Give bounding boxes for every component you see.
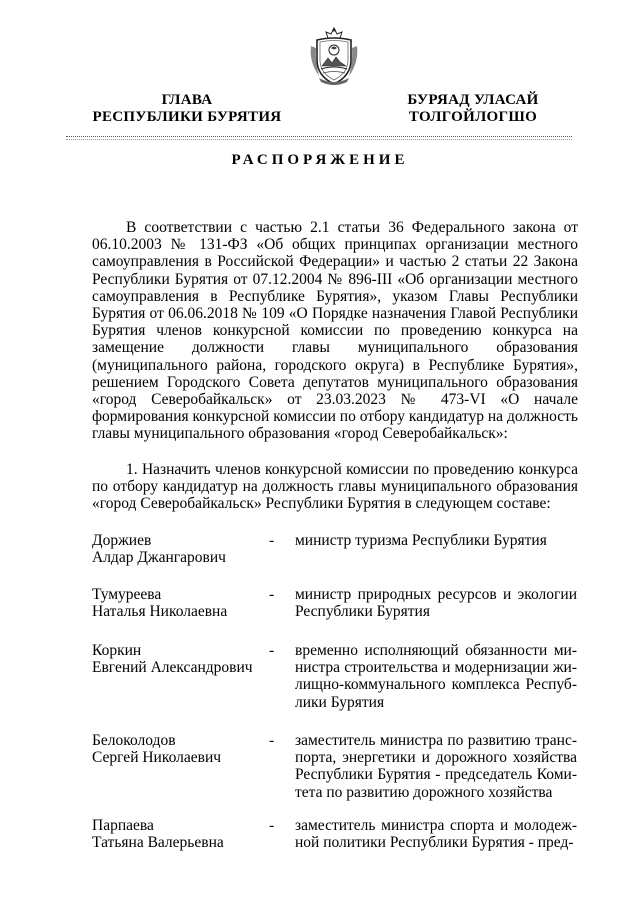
member-dash: - (269, 532, 275, 549)
preamble-paragraph: В соответствии с частью 2.1 статьи 36 Федерального закона от 06.10.2003 № 131-ФЗ «Об общих принципах организации местного самоуправления в Российской Федерации» и частью 2 статьи 22 Закона Республики Бурятия от 07.12.2004 № 896-III «Об организации местного самоуправления в Республике Бурятия», указом Главы Республики Бурятия от 06.06.2018 № 109 «О Порядке назначения Главой Республики Бурятия членов конкурсной комиссии по проведению конкурса на замещение должности главы муниципального образования (муниципального района, городского округа) в Республике Бурятия», решением Городского Совета депутатов муниципального образования «город Северобайкальск» от 23.03.2023 № 473-VI «О начале формирования конкурсной комиссии по отбору кандидатур на должность главы муниципального образования «город Северобайкальск»: (92, 219, 578, 443)
document-title: РАСПОРЯЖЕНИЕ (231, 152, 409, 168)
issuer-title-buryat: БУРЯАД УЛАСАЙ ТОЛГОЙЛОГШО (407, 92, 539, 125)
member-role: временно исполняющий обязанности министра строительства и модернизации жилищно-коммунального комплекса Республики Бурятия (295, 642, 577, 711)
member-role: министр природных ресурсов и экологии Республики Бурятия (295, 586, 577, 621)
member-dash: - (269, 732, 275, 749)
member-name: Парпаева Татьяна Валерьевна (92, 817, 224, 852)
member-role: заместитель министра спорта и молодежной политики Республики Бурятия - пред- (295, 817, 577, 852)
member-dash: - (269, 586, 275, 603)
member-name: Доржиев Алдар Джангарович (92, 532, 226, 567)
member-dash: - (269, 642, 275, 659)
member-name: Белоколодов Сергей Николаевич (92, 732, 222, 767)
header-divider (66, 136, 572, 137)
coat-of-arms-icon (309, 26, 359, 88)
member-name: Тумуреева Наталья Николаевна (92, 586, 228, 621)
issuer-title-russian: ГЛАВА РЕСПУБЛИКИ БУРЯТИЯ (92, 92, 282, 125)
member-role: министр туризма Республики Бурятия (295, 532, 547, 549)
member-role: заместитель министра по развитию транспорта, энергетики и дорожного хозяйства Республики Бурятия - председатель Комитета по развитию дорожного хозяйства (295, 732, 577, 801)
member-name: Коркин Евгений Александрович (92, 642, 253, 677)
header-divider-secondary (66, 139, 572, 140)
item-1-paragraph: 1. Назначить членов конкурсной комиссии по проведению конкурса по отбору кандидатур на должность главы муниципального образования «город Северобайкальск» Республики Бурятия в следующем составе: (92, 461, 578, 513)
member-dash: - (269, 817, 275, 834)
